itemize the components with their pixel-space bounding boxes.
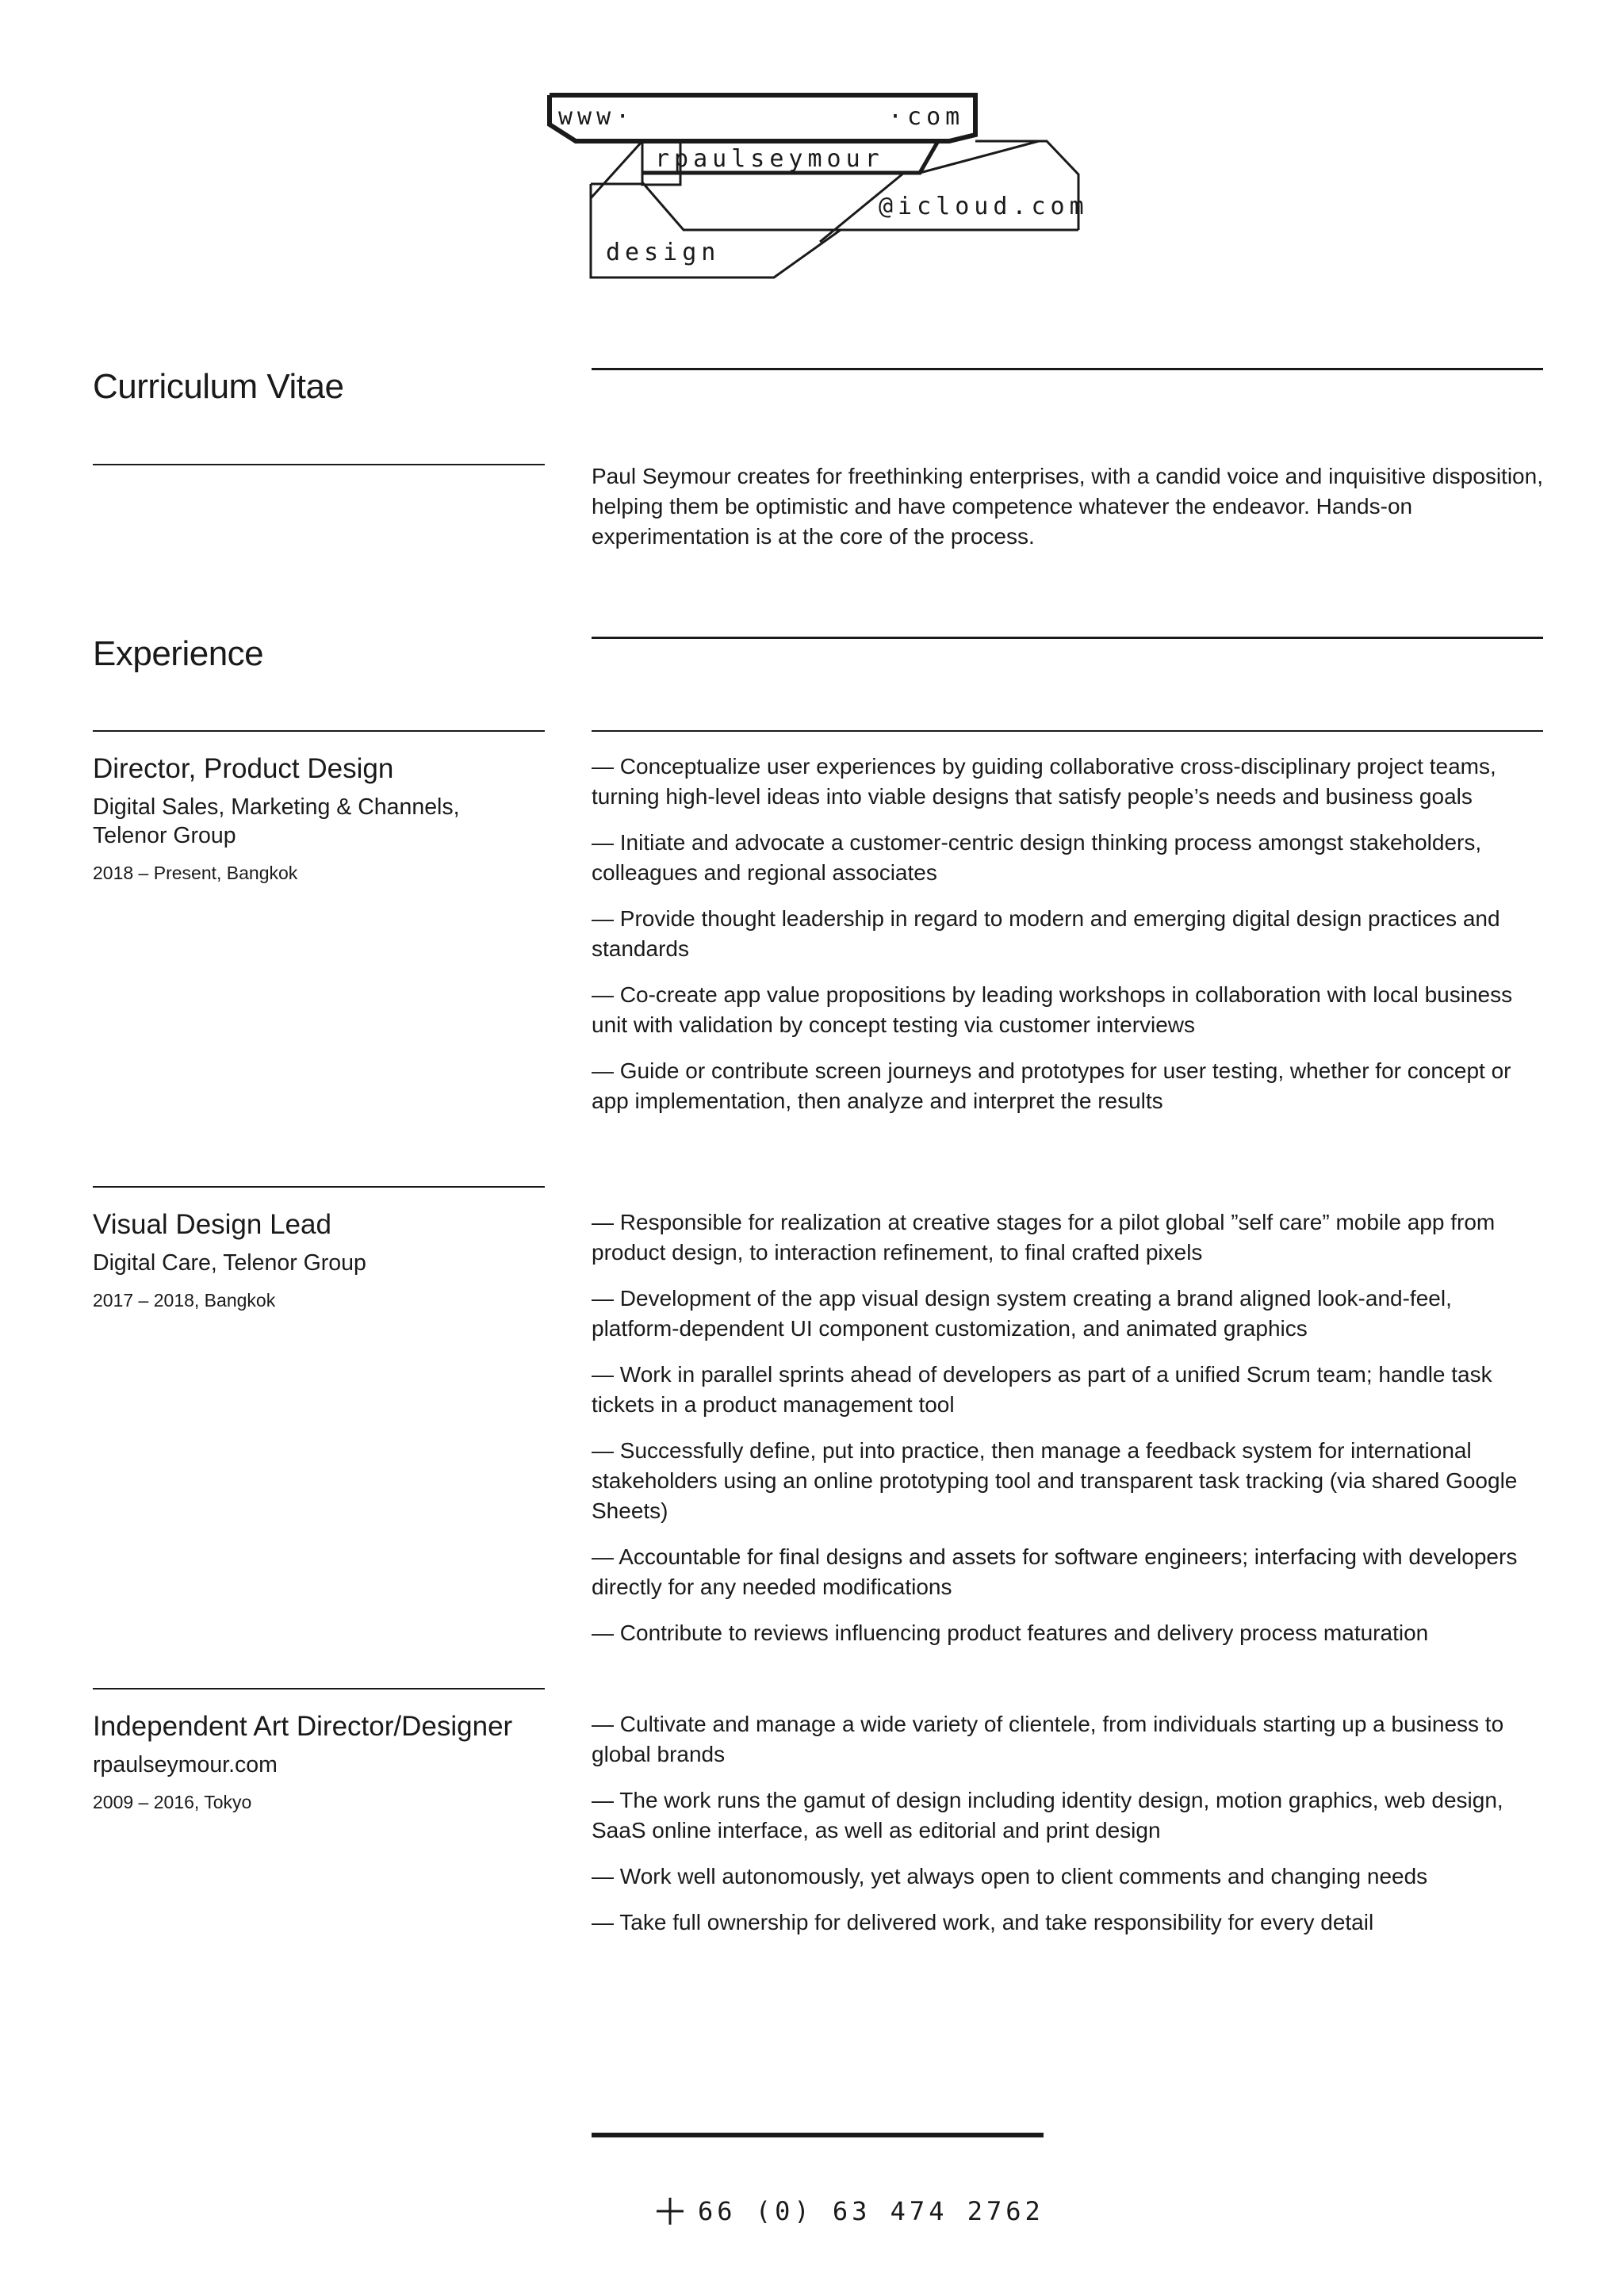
job-dates-location: 2017 – 2018, Bangkok xyxy=(93,1290,276,1311)
footer-rule xyxy=(592,2133,1044,2137)
job-organization: Digital Sales, Marketing & Channels, Telenor Group xyxy=(93,794,460,848)
job-1-left-rule xyxy=(93,730,545,732)
cv-left-rule xyxy=(93,464,545,465)
duty-item: — Responsible for realization at creative stages for a pilot global ”self care” mobile app from product design, to interaction refinement, to final crafted pixels xyxy=(592,1210,1496,1265)
duty-item: — Work well autonomously, yet always open to client comments and changing needs xyxy=(592,1864,1428,1888)
job-1-duties xyxy=(592,752,1543,1132)
logo-com: ·com xyxy=(888,103,965,131)
experience-top-rule xyxy=(592,637,1543,639)
job-title: Director, Product Design xyxy=(93,753,394,784)
job-1-header xyxy=(93,752,545,885)
logo-name: rpaulseymour xyxy=(655,145,884,173)
job-2-header xyxy=(93,1207,545,1312)
job-3-left-rule xyxy=(93,1688,545,1689)
duty-item: — Conceptualize user experiences by guiding collaborative cross-disciplinary project teams, turning high-level ideas into viable designs that satisfy people’s needs and business goals xyxy=(592,754,1496,809)
duty-item: — Development of the app visual design system creating a brand aligned look-and-feel, platform-dependent UI component customization, and animated graphics xyxy=(592,1286,1452,1341)
job-3-duties xyxy=(592,1709,1543,1954)
duty-item: — Guide or contribute screen journeys and prototypes for user testing, whether for concept or app implementation, then analyze and interpret the results xyxy=(592,1058,1511,1113)
job-2-duties xyxy=(592,1207,1543,1664)
footer-phone xyxy=(655,2196,1044,2226)
job-website: rpaulseymour.com xyxy=(93,1752,278,1777)
duty-item: — The work runs the gamut of design including identity design, motion graphics, web design, SaaS online interface, as well as editorial and print design xyxy=(592,1788,1503,1843)
job-dates-location: 2009 – 2016, Tokyo xyxy=(93,1792,252,1812)
cv-title: Curriculum Vitae xyxy=(93,367,344,406)
job-organization: Digital Care, Telenor Group xyxy=(93,1250,366,1276)
job-1-right-rule xyxy=(592,730,1543,732)
duty-item: — Initiate and advocate a customer-centric design thinking process amongst stakeholders, colleagues and regional associates xyxy=(592,830,1482,885)
duty-item: — Take full ownership for delivered work, and take responsibility for every detail xyxy=(592,1910,1374,1934)
duty-item: — Contribute to reviews influencing product features and delivery process maturation xyxy=(592,1621,1429,1645)
job-2-left-rule xyxy=(93,1186,545,1188)
cv-top-rule xyxy=(592,368,1543,370)
phone-number: 66 (0) 63 474 2762 xyxy=(698,2196,1044,2226)
duty-item: — Work in parallel sprints ahead of developers as part of a unified Scrum team; handle task tickets in a product management tool xyxy=(592,1362,1492,1417)
job-title: Independent Art Director/Designer xyxy=(93,1711,513,1742)
cv-intro: Paul Seymour creates for freethinking enterprises, with a candid voice and inquisitive disposition, helping them be optimistic and have competence whatever the endeavor. Hands-on experimentation is at the core of the process. xyxy=(592,464,1543,549)
experience-title: Experience xyxy=(93,634,264,673)
plus-icon xyxy=(655,2196,685,2226)
logo-email-domain: @icloud.com xyxy=(879,193,1089,220)
logo-www: www· xyxy=(558,103,635,131)
logo xyxy=(539,87,1110,285)
job-3-header xyxy=(93,1709,545,1814)
logo-design: design xyxy=(606,239,721,266)
duty-item: — Accountable for final designs and assets for software engineers; interfacing with developers directly for any needed modifications xyxy=(592,1544,1518,1599)
job-dates-location: 2018 – Present, Bangkok xyxy=(93,863,298,883)
duty-item: — Cultivate and manage a wide variety of clientele, from individuals starting up a business to global brands xyxy=(592,1712,1504,1766)
duty-item: — Successfully define, put into practice, then manage a feedback system for international stakeholders using an online prototyping tool and transparent task tracking (via shared Google Sheets) xyxy=(592,1438,1518,1523)
duty-item: — Provide thought leadership in regard to modern and emerging digital design practices and standards xyxy=(592,906,1500,961)
job-title: Visual Design Lead xyxy=(93,1209,331,1240)
duty-item: — Co-create app value propositions by leading workshops in collaboration with local business unit with validation by concept testing via customer interviews xyxy=(592,982,1513,1037)
